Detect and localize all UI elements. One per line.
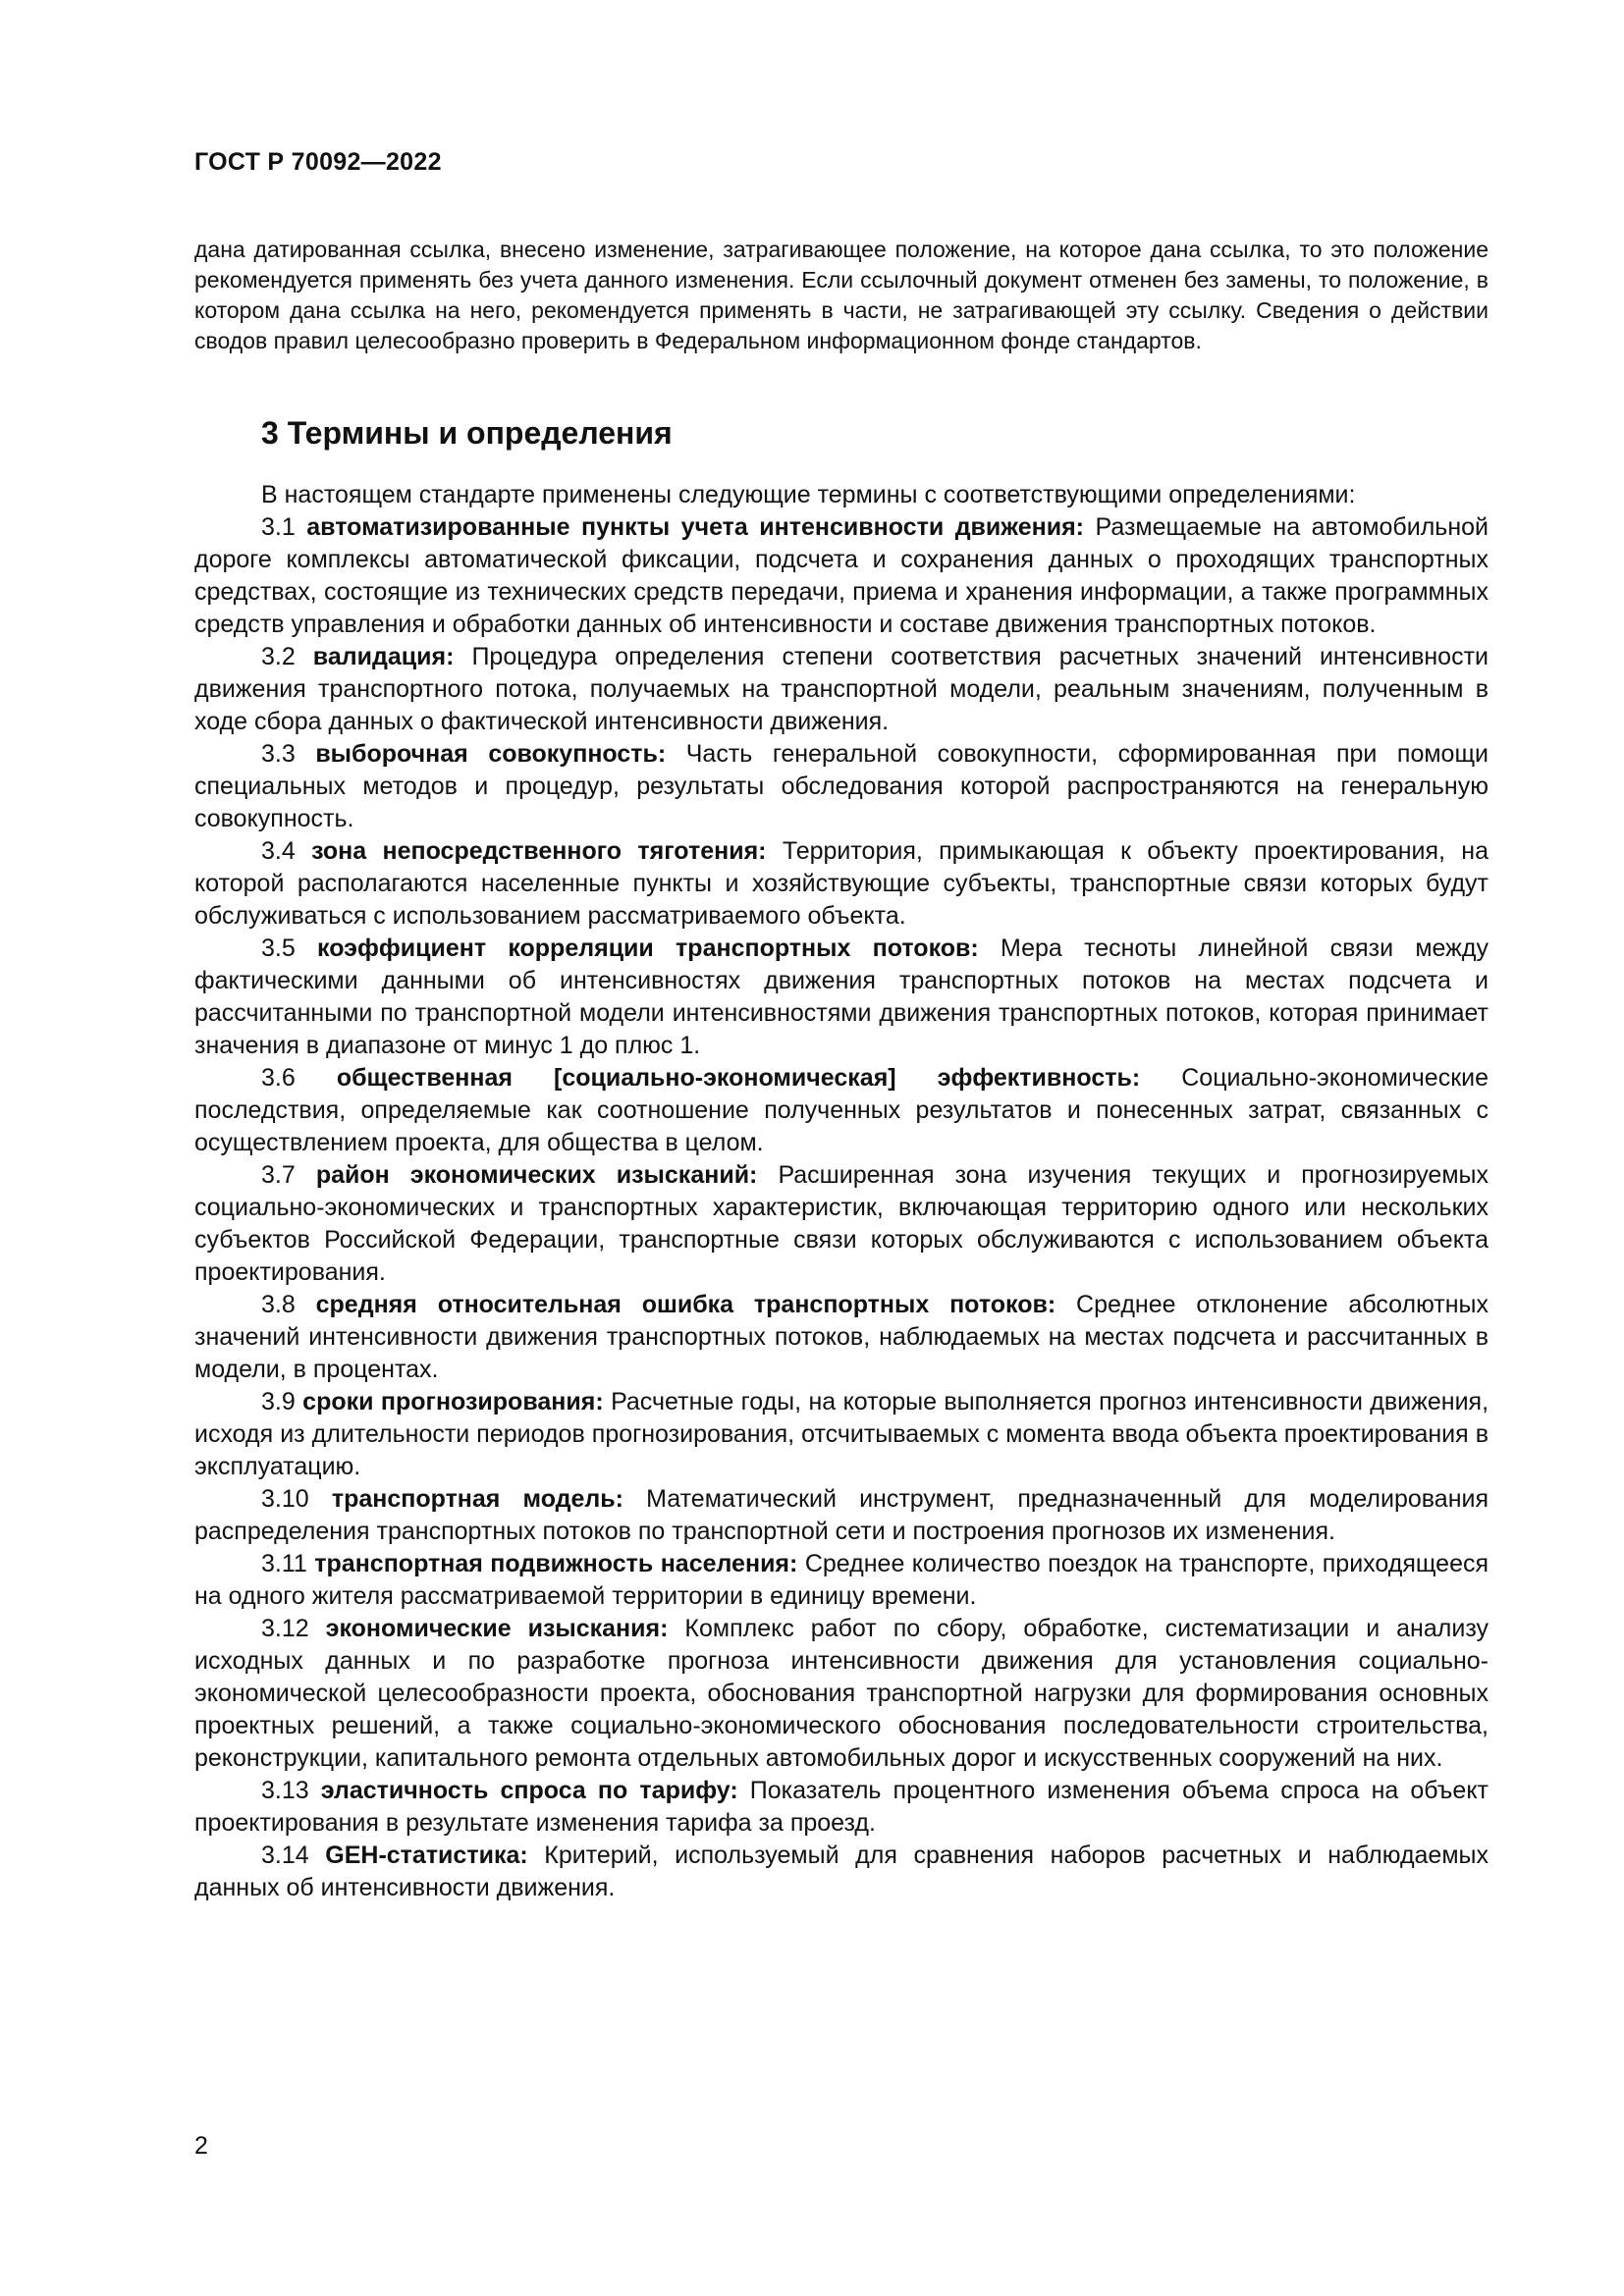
term-entry (194, 1483, 1489, 1548)
term-definition: Часть генеральной совокупности, сформированная при помощи специальных методов и процедур, результаты обследования которой распространяются на генеральную совокупность. (194, 739, 1489, 832)
term-name: общественная [социально-экономическая] эффективность: (336, 1063, 1141, 1092)
term-definition: Показатель процентного изменения объема спроса на объект проектирования в результате изменения тарифа за проезд. (194, 1776, 1489, 1837)
term-definition: Расширенная зона изучения текущих и прогнозируемых социально-экономических и транспортных характеристик, включающая территорию одного или нескольких субъектов Российской Федерации, транспортные связи которых обслуживаются с использованием объекта проектирования. (194, 1160, 1489, 1286)
term-entry (194, 1386, 1489, 1483)
term-number: 3.13 (261, 1776, 309, 1804)
document-page (194, 147, 1489, 1904)
term-definition: Размещаемые на автомобильной дороге комплексы автоматической фиксации, подсчета и сохранения данных о проходящих транспортных средствах, состоящие из технических средств передачи, приема и хранения информации, а также программных средств управления и обработки данных об интенсивности и составе движения транспортных потоков. (194, 512, 1489, 638)
term-entry (194, 1548, 1489, 1613)
term-name: эластичность спроса по тарифу: (320, 1776, 738, 1804)
section-lead: В настоящем стандарте применены следующие термины с соответствующими определениями: (261, 480, 1356, 508)
page-number: 2 (194, 2132, 208, 2160)
term-number: 3.7 (261, 1160, 296, 1189)
term-number: 3.11 (261, 1549, 307, 1577)
term-name: средняя относительная ошибка транспортных потоков: (315, 1290, 1056, 1318)
term-definition: Среднее количество поездок на транспорте, приходящееся на одного жителя рассматриваемой территории в единицу времени. (194, 1549, 1489, 1610)
term-number: 3.1 (261, 512, 296, 541)
term-entry (194, 1840, 1489, 1904)
term-name: транспортная подвижность населения: (314, 1549, 798, 1577)
term-name: зона непосредственного тяготения: (311, 836, 767, 865)
term-entry (194, 835, 1489, 933)
term-definition: Территория, примыкающая к объекту проектирования, на которой располагаются населенные пункты и хозяйствующие субъекты, транспортные связи которых будут обслуживаться с использованием рассматриваемого объекта. (194, 836, 1489, 930)
term-entry (194, 1289, 1489, 1386)
term-name: транспортная модель: (331, 1484, 623, 1513)
term-number: 3.5 (261, 934, 296, 962)
term-name: экономические изыскания: (325, 1614, 669, 1642)
term-name: валидация: (312, 642, 455, 670)
term-definition: Среднее отклонение абсолютных значений интенсивности движения транспортных потоков, наблюдаемых на местах подсчета и рассчитанных в модели, в процентах. (194, 1290, 1489, 1383)
term-definition: Математический инструмент, предназначенный для моделирования распределения транспортных потоков по транспортной сети и построения прогнозов их изменения. (194, 1484, 1489, 1545)
term-number: 3.12 (261, 1614, 309, 1642)
term-number: 3.3 (261, 739, 296, 768)
term-definition: Мера тесноты линейной связи между фактическими данными об интенсивностях движения транспортных потоков на местах подсчета и рассчитанными по транспортной модели интенсивностями движения транспортных потоков, которая принимает значения в диапазоне от минус 1 до плюс 1. (194, 934, 1489, 1059)
term-entry (194, 738, 1489, 835)
term-number: 3.8 (261, 1290, 296, 1318)
term-entry (194, 933, 1489, 1062)
term-number: 3.14 (261, 1841, 309, 1869)
term-name: выборочная совокупность: (315, 739, 667, 768)
term-number: 3.10 (261, 1484, 309, 1513)
term-name: GEH-статистика: (325, 1841, 528, 1869)
section-title: 3 Термины и определения (261, 415, 673, 451)
term-entry (194, 1062, 1489, 1159)
term-entry (194, 1613, 1489, 1775)
term-number: 3.6 (261, 1063, 296, 1092)
term-entry (194, 1775, 1489, 1840)
term-name: коэффициент корреляции транспортных потоков: (317, 934, 979, 962)
term-name: автоматизированные пункты учета интенсивности движения: (306, 512, 1084, 541)
term-definition: Комплекс работ по сбору, обработке, систематизации и анализу исходных данных и по разработке прогноза интенсивности движения для установления социально-экономической целесообразности проекта, обоснования транспортной нагрузки для формирования основных проектных решений, а также социально-экономического обоснования последовательности строительства, реконструкции, капитального ремонта отдельных автомобильных дорог и искусственных сооружений на них. (194, 1614, 1489, 1772)
term-number: 3.9 (261, 1387, 296, 1415)
term-name: район экономических изысканий: (315, 1160, 758, 1189)
term-entry (194, 511, 1489, 641)
term-entry (194, 1159, 1489, 1289)
term-definition: Процедура определения степени соответствия расчетных значений интенсивности движения транспортного потока, получаемых на транспортной модели, реальным значениям, полученным в ходе сбора данных о фактической интенсивности движения. (194, 642, 1489, 735)
term-entry (194, 641, 1489, 738)
intro-paragraph (194, 235, 1489, 356)
terms-content (194, 479, 1489, 1904)
document-header: ГОСТ Р 70092—2022 (194, 148, 442, 176)
term-number: 3.4 (261, 836, 296, 865)
term-definition: Расчетные годы, на которые выполняется прогноз интенсивности движения, исходя из длительности периодов прогнозирования, отсчитываемых с момента ввода объекта проектирования в эксплуатацию. (194, 1387, 1489, 1480)
term-definition: Социально-экономические последствия, определяемые как соотношение полученных результатов и понесенных затрат, связанных с осуществлением проекта, для общества в целом. (194, 1063, 1489, 1156)
intro-text: дана датированная ссылка, внесено изменение, затрагивающее положение, на которое дана ссылка, то это положение рекомендуется применять без учета данного изменения. Если ссылочный документ отменен без замены, то положение, в котором дана ссылка на него, рекомендуется применять в части, не затрагивающей эту ссылку. Сведения о действии сводов правил целесообразно проверить в Федеральном информационном фонде стандартов. (194, 237, 1489, 353)
term-number: 3.2 (261, 642, 296, 670)
term-definition: Критерий, используемый для сравнения наборов расчетных и наблюдаемых данных об интенсивности движения. (194, 1841, 1489, 1901)
term-name: сроки прогнозирования: (302, 1387, 604, 1415)
